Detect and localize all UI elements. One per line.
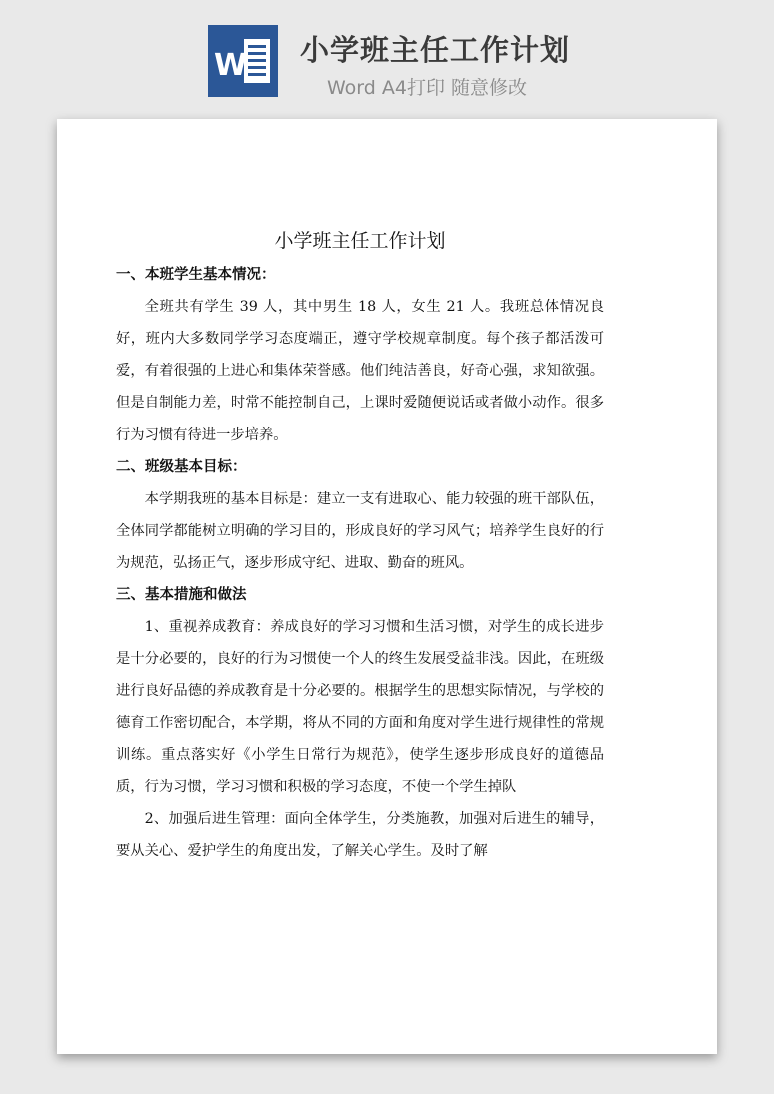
word-icon-letter: W — [214, 48, 248, 83]
section-1-paragraph: 全班共有学生 39 人，其中男生 18 人，女生 21 人。我班总体情况良好，班内大多数同学学习态度端正，遵守学校规章制度。每个孩子都活泼可爱，有着很强的上进心和集体荣誉感。他们纯洁善良，好奇心强，求知欲强。但是自制能力差，时常不能控制自己，上课时爱随便说话或者做小动作。很多行为习惯有待进一步培养。 — [116, 299, 604, 443]
document-title: 小学班主任工作计划 — [274, 230, 446, 252]
section-heading-1: 一、本班学生基本情况： — [116, 267, 276, 283]
header-subtitle: Word A4打印 随意修改 — [327, 77, 528, 99]
word-doc-icon — [208, 25, 278, 97]
header-title: 小学班主任工作计划 — [300, 33, 571, 67]
section-2-paragraph: 本学期我班的基本目标是：建立一支有进取心、能力较强的班干部队伍，全体同学都能树立明确的学习目的，形成良好的学习风气；培养学生良好的行为规范，弘扬正气，逐步形成守纪、进取、勤奋的班风。 — [116, 491, 604, 571]
document-body — [116, 226, 604, 867]
section-heading-3: 三、基本措施和做法 — [116, 587, 247, 603]
preview-header — [0, 0, 774, 110]
section-heading-2: 二、班级基本目标： — [116, 459, 247, 475]
section-3-paragraph-1: 1、重视养成教育：养成良好的学习习惯和生活习惯，对学生的成长进步是十分必要的，良好的行为习惯使一个人的终生发展受益非浅。因此，在班级进行良好品德的养成教育是十分必要的。根据学生的思想实际情况，与学校的德育工作密切配合，本学期，将从不同的方面和角度对学生进行规律性的常规训练。重点落实好《小学生日常行为规范》，使学生逐步形成良好的道德品质，行为习惯，学习习惯和积极的学习态度，不使一个学生掉队 — [116, 619, 604, 795]
section-3-paragraph-2: 2、加强后进生管理：面向全体学生，分类施教，加强对后进生的辅导，要从关心、爱护学生的角度出发，了解关心学生。及时了解 — [116, 811, 604, 859]
